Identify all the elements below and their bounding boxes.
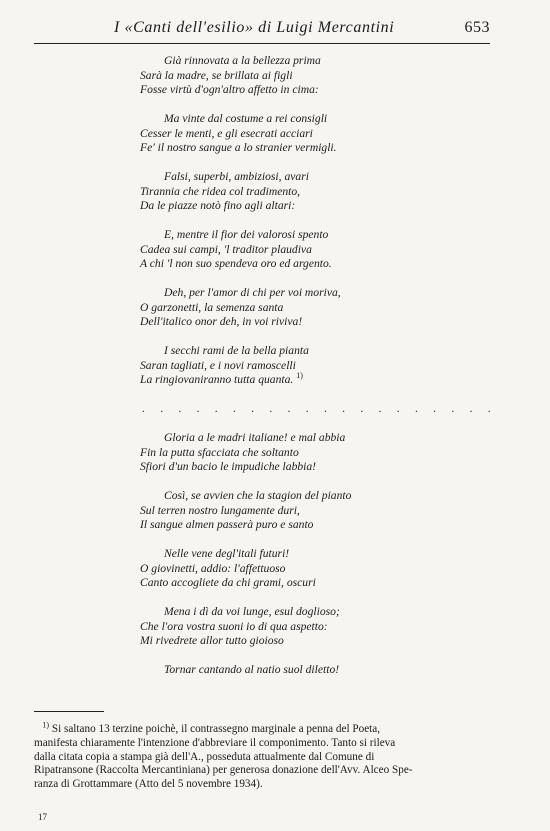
verse-line: Sfiori d'un bacio le impudiche labbia! (140, 460, 317, 473)
stanza (140, 170, 440, 214)
verse-line: Che l'ora vostra suoni io di qua aspetto: (140, 619, 328, 633)
stanza (140, 663, 440, 678)
poem (140, 54, 497, 692)
page-number: 653 (464, 19, 490, 36)
verse-line: Da le piazze notò fino agli altari: (140, 199, 296, 212)
verse-line: Mi rivedrete allor tutto gioioso (140, 634, 284, 647)
verse-line: E, mentre il fior dei valorosi spento (164, 228, 329, 241)
stanza (140, 344, 440, 388)
verse-line: Cesser le menti, e gli esecrati acciari (140, 126, 313, 140)
verse-line: A chi 'l non suo spendeva oro ed argento. (140, 257, 332, 270)
verse-line: Sarà la madre, se brillata ai figli (140, 68, 293, 82)
verse-line: Fosse virtù d'ogn'altro affetto in cima: (140, 83, 319, 96)
verse-line: Fin la putta sfacciata che soltanto (140, 445, 299, 459)
verse-line: Gloria a le madri italiane! e mal abbia (164, 431, 346, 444)
footnote (34, 720, 490, 792)
verse-line: Saran tagliati, e i novi ramoscelli (140, 358, 296, 372)
omission-dots: . . . . . . . . . . . . . . . . . . . . (142, 402, 497, 415)
running-header (34, 14, 490, 40)
verse-line: O giovinetti, addio: l'affettuoso (140, 561, 286, 575)
verse-line: Tornar cantando al natio suol diletto! (164, 663, 340, 676)
stanza (140, 54, 440, 98)
printer-signature: 17 (38, 812, 47, 822)
verse-line: Tirannia che ridea col tradimento, (140, 184, 301, 198)
stanza (140, 605, 440, 649)
verse-line (140, 373, 440, 388)
stanza (140, 489, 440, 533)
stanza (140, 228, 440, 272)
verse-line: Già rinnovata a la bellezza prima (164, 54, 321, 67)
header-rule (34, 43, 490, 44)
verse-line: Falsi, superbi, ambiziosi, avari (164, 170, 309, 183)
stanza (140, 286, 440, 330)
verse-line: Sul terren nostro lungamente duri, (140, 503, 300, 517)
footnote-marker: 1) (42, 720, 50, 730)
verse-line: Nelle vene degl'itali futuri! (164, 547, 290, 560)
verse-text: La ringiovaniranno tutta quanta. (140, 373, 294, 386)
footnote-line: manifesta chiaramente l'intenzione d'abbreviare il componimento. Tanto si rileva (34, 736, 396, 749)
footnote-rule (34, 711, 104, 712)
stanza (140, 112, 440, 156)
footnote-reference: 1) (296, 371, 303, 381)
verse-line: O garzonetti, la semenza santa (140, 300, 284, 314)
footnote-line (34, 720, 490, 737)
verse-line: Dell'italico onor deh, in voi riviva! (140, 315, 303, 328)
verse-line: Fe' il nostro sangue a lo stranier vermigli. (140, 141, 337, 154)
verse-line: Il sangue almen passerà puro e santo (140, 518, 314, 531)
verse-line: Deh, per l'amor di chi per voi moriva, (164, 286, 341, 299)
verse-line: Cadea sui campi, 'l traditor plaudiva (140, 242, 312, 256)
stanza (140, 431, 440, 475)
running-head-title: I «Canti dell'esilio» di Luigi Mercantini (114, 19, 395, 36)
verse-line: Mena i dì da voi lunge, esul doglioso; (164, 605, 340, 618)
footnote-line: ranza di Grottammare (Atto del 5 novembre 1934). (34, 778, 263, 791)
footnote-line: dalla citata copia a stampa già dell'A., posseduta attualmente dal Comune di (34, 750, 375, 763)
verse-line: I secchi rami de la bella pianta (164, 344, 309, 357)
footnote-text: Si saltano 13 terzine poichè, il contrassegno marginale a penna del Poeta, (51, 723, 381, 735)
verse-line: Ma vinte dal costume a rei consigli (164, 112, 328, 125)
stanza (140, 547, 440, 591)
verse-line: Così, se avvien che la stagion del pianto (164, 489, 352, 502)
footnote-line: Ripatransone (Raccolta Mercantiniana) per generosa donazione dell'Avv. Alceo Spe- (34, 764, 413, 777)
verse-line: Canto accogliete da chi grami, oscuri (140, 576, 316, 589)
